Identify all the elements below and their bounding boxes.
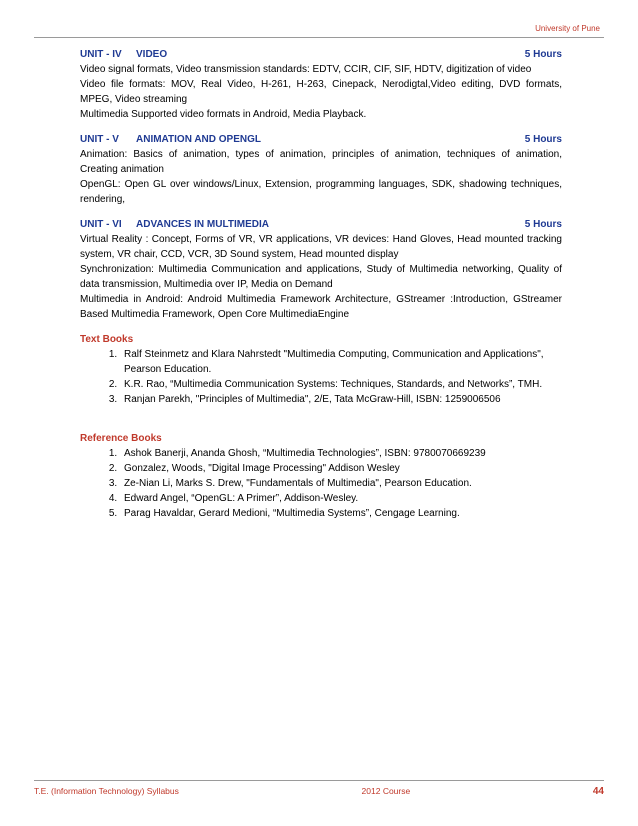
unit-iv-heading (80, 47, 562, 62)
list-item: 4. Edward Angel, “OpenGL: A Primer”, Addison-Wesley. (120, 491, 562, 506)
list-item: 2. K.R. Rao, “Multimedia Communication Systems: Techniques, Standards, and Networks”, TMH. (120, 377, 562, 392)
unit-hours: 5 Hours (524, 49, 562, 60)
unit-number: UNIT - IV (80, 49, 122, 60)
unit-vi-section (80, 217, 562, 322)
unit-number: UNIT - V (80, 134, 119, 145)
list-item: 3. Ranjan Parekh, "Principles of Multimedia", 2/E, Tata McGraw-Hill, ISBN: 1259006506 (120, 392, 562, 407)
list-item: 1. Ashok Banerji, Ananda Ghosh, “Multimedia Technologies”, ISBN: 9780070669239 (120, 446, 562, 461)
unit-text-line: Video file formats: MOV, Real Video, H-261, H-263, Cinepack, Nerodigtal,Video editing, DVD formats, MPEG, Video streaming (80, 79, 562, 105)
text-books-title: Text Books (80, 334, 134, 345)
unit-title: ADVANCES IN MULTIMEDIA (136, 219, 269, 230)
syllabus-content (80, 47, 562, 521)
unit-v-section (80, 132, 562, 207)
unit-v-heading (80, 132, 562, 147)
unit-number: UNIT - VI (80, 219, 122, 230)
page-footer (34, 786, 604, 797)
page-number: 44 (592, 786, 604, 797)
footer-divider (34, 780, 604, 781)
unit-hours: 5 Hours (524, 134, 562, 145)
header-divider (34, 37, 604, 38)
list-item: 5. Parag Havaldar, Gerard Medioni, “Multimedia Systems”, Cengage Learning. (120, 506, 562, 521)
list-item: 2. Gonzalez, Woods, "Digital Image Processing" Addison Wesley (120, 461, 562, 476)
university-header: University of Pune (535, 24, 600, 33)
unit-title: VIDEO (136, 49, 168, 60)
unit-text-line: Synchronization: Multimedia Communication and applications, Study of Multimedia networking, Quality of data transmission, Multimedia over IP, Media on Demand (80, 264, 562, 290)
unit-hours: 5 Hours (524, 219, 562, 230)
unit-iv-section (80, 47, 562, 122)
unit-title: ANIMATION AND OPENGL (136, 134, 261, 145)
reference-books-title: Reference Books (80, 433, 162, 444)
text-books-list (80, 347, 562, 407)
unit-text-line: Multimedia Supported video formats in Android, Media Playback. (80, 109, 367, 120)
unit-text-line: OpenGL: Open GL over windows/Linux, Extension, programming languages, SDK, shadowing techniques, rendering, (80, 179, 562, 205)
list-item: 1. Ralf Steinmetz and Klara Nahrstedt "Multimedia Computing, Communication and Applications", Pearson Education. (120, 347, 562, 377)
reference-books-section (80, 431, 562, 521)
footer-course-year: 2012 Course (361, 786, 411, 796)
text-books-section (80, 332, 562, 407)
unit-vi-heading (80, 217, 562, 232)
list-item: 3. Ze-Nian Li, Marks S. Drew, "Fundamentals of Multimedia", Pearson Education. (120, 476, 562, 491)
unit-text-line: Multimedia in Android: Android Multimedia Framework Architecture, GStreamer :Introduction, GStreamer Based Multimedia Framework, Open Core MultimediaEngine (80, 294, 562, 320)
unit-text-line: Animation: Basics of animation, types of animation, principles of animation, techniques of animation, Creating animation (80, 149, 562, 175)
footer-course-name: T.E. (Information Technology) Syllabus (34, 786, 179, 796)
unit-text-line: Video signal formats, Video transmission standards: EDTV, CCIR, CIF, SIF, HDTV, digitization of video (80, 64, 532, 75)
reference-books-list (80, 446, 562, 521)
unit-text-line: Virtual Reality : Concept, Forms of VR, VR applications, VR devices: Hand Gloves, Head mounted tracking system, VR chair, CCD, VCR, 3D Sound system, Head mounted display (80, 234, 562, 260)
